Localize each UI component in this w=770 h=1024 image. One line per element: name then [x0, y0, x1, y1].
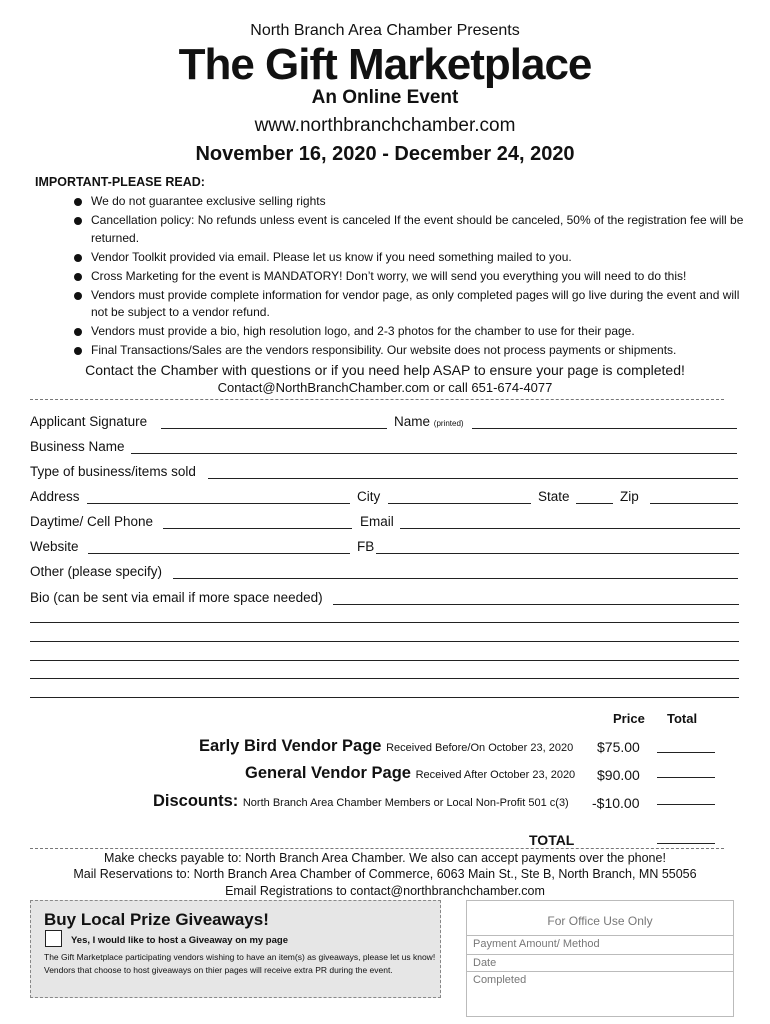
list-item-text: Vendors must provide complete information for vendor page, as only completed pages will go live during the event and will not be subject to a vendor refund. [91, 287, 740, 319]
important-list [74, 193, 744, 361]
list-item-text: We do not guarantee exclusive selling rights [91, 194, 326, 208]
general-price: $90.00 [597, 767, 640, 783]
discount-total-field[interactable] [657, 804, 715, 805]
phone-label: Daytime/ Cell Phone [30, 514, 154, 529]
office-row-date: Date [467, 954, 733, 972]
office-row-completed: Completed [467, 971, 733, 989]
grand-total-field[interactable] [657, 843, 715, 844]
bullet-icon [74, 217, 82, 225]
name-label [394, 414, 464, 429]
event-subtitle: An Online Event [311, 87, 459, 108]
list-item [74, 249, 744, 267]
zip-label: Zip [620, 489, 639, 504]
name-printed-note: (printed) [433, 419, 464, 428]
discount-price: -$10.00 [592, 795, 640, 811]
list-item-text: Final Transactions/Sales are the vendors responsibility. Our website does not process payments or shipments. [91, 343, 677, 357]
event-title: The Gift Marketplace [178, 40, 592, 89]
list-item [74, 287, 744, 322]
giveaway-description: The Gift Marketplace participating vendors wishing to have an item(s) as giveaways, please let us know! Vendors that choose to host giveaways on thier pages will receive extra PR during the event. [44, 952, 436, 975]
early-bird-total-field[interactable] [657, 752, 715, 753]
giveaway-title: Buy Local Prize Giveaways! [44, 910, 269, 929]
office-use-title: For Office Use Only [547, 914, 653, 928]
list-item-text: Vendor Toolkit provided via email. Please let us know if you need something mailed to you. [91, 249, 572, 264]
state-label: State [538, 489, 570, 504]
business-name-label: Business Name [30, 439, 125, 454]
item-title: Discounts: [153, 792, 239, 810]
list-item [74, 268, 744, 286]
event-dates: November 16, 2020 - December 24, 2020 [195, 143, 575, 165]
bullet-icon [74, 273, 82, 281]
bio-field[interactable] [333, 604, 739, 605]
general-total-field[interactable] [657, 777, 715, 778]
item-desc: North Branch Area Chamber Members or Local Non-Profit 501 c(3) [242, 797, 569, 809]
early-bird-item [199, 737, 573, 756]
applicant-signature-field[interactable] [161, 428, 387, 429]
mail-address: Mail Reservations to: North Branch Area Chamber of Commerce, 6063 Main St., Ste B, North Branch, MN 55056 [73, 867, 697, 881]
business-type-label: Type of business/items sold [30, 464, 196, 479]
business-name-field[interactable] [131, 453, 737, 454]
fb-label: FB [357, 539, 375, 554]
bullet-icon [74, 328, 82, 336]
name-field[interactable] [472, 428, 737, 429]
total-header: Total [667, 711, 698, 726]
bio-label: Bio (can be sent via email if more space needed) [30, 590, 323, 605]
discounts-item [153, 792, 569, 811]
address-field[interactable] [87, 503, 350, 504]
list-item [74, 342, 744, 360]
item-title: General Vendor Page [245, 764, 411, 782]
list-item [74, 193, 744, 211]
list-item [74, 323, 744, 341]
name-label-text: Name [394, 414, 431, 429]
office-row-payment: Payment Amount/ Method [467, 935, 733, 955]
state-field[interactable] [576, 503, 613, 504]
city-label: City [357, 489, 381, 504]
bullet-icon [74, 198, 82, 206]
bio-line[interactable] [30, 622, 739, 623]
contact-note: Contact the Chamber with questions or if you need help ASAP to ensure your page is completed! [85, 362, 685, 378]
contact-info: Contact@NorthBranchChamber.com or call 651-674-4077 [217, 380, 553, 395]
item-desc: Received After October 23, 2020 [415, 769, 576, 781]
item-title: Early Bird Vendor Page [199, 737, 382, 755]
city-field[interactable] [388, 503, 531, 504]
list-item-text: Cross Marketing for the event is MANDATORY! Don’t worry, we will send you everything you will need to do this! [91, 268, 687, 283]
early-bird-price: $75.00 [597, 739, 640, 755]
applicant-signature-label: Applicant Signature [30, 414, 148, 429]
bullet-icon [74, 347, 82, 355]
list-item-text: Vendors must provide a bio, high resolution logo, and 2-3 photos for the chamber to use for their page. [91, 324, 635, 338]
bio-line[interactable] [30, 641, 739, 642]
bullet-icon [74, 292, 82, 300]
website-field[interactable] [88, 553, 350, 554]
bio-line[interactable] [30, 678, 739, 679]
email-label: Email [360, 514, 394, 529]
giveaway-checkbox-label: Yes, I would like to host a Giveaway on my page [71, 935, 288, 946]
email-field[interactable] [400, 528, 740, 529]
website-label: Website [30, 539, 79, 554]
bio-line[interactable] [30, 697, 739, 698]
zip-field[interactable] [650, 503, 738, 504]
bullet-icon [74, 254, 82, 262]
list-item [74, 212, 744, 247]
general-item [245, 764, 575, 783]
price-header: Price [613, 711, 645, 726]
fb-field[interactable] [376, 553, 739, 554]
checks-payable-note: Make checks payable to: North Branch Area Chamber. We also can accept payments over the phone! [104, 851, 666, 865]
presents-line: North Branch Area Chamber Presents [250, 22, 520, 39]
other-field[interactable] [173, 578, 738, 579]
business-type-field[interactable] [208, 478, 738, 479]
other-label: Other (please specify) [30, 564, 163, 579]
bio-line[interactable] [30, 660, 739, 661]
giveaway-checkbox[interactable] [45, 930, 62, 947]
address-label: Address [30, 489, 80, 504]
important-heading: IMPORTANT-PLEASE READ: [35, 175, 205, 189]
item-desc: Received Before/On October 23, 2020 [386, 742, 574, 754]
office-use-box [466, 900, 734, 1017]
total-label: TOTAL [529, 832, 575, 848]
list-item-text: Cancellation policy: No refunds unless event is canceled If the event should be canceled, 50% of the registration fee will be returned. [91, 213, 744, 245]
divider [30, 848, 724, 849]
email-registration: Email Registrations to contact@northbranchchamber.com [225, 884, 545, 898]
giveaway-box [30, 900, 441, 998]
event-url[interactable]: www.northbranchchamber.com [254, 115, 516, 136]
phone-field[interactable] [163, 528, 352, 529]
divider [30, 399, 724, 400]
